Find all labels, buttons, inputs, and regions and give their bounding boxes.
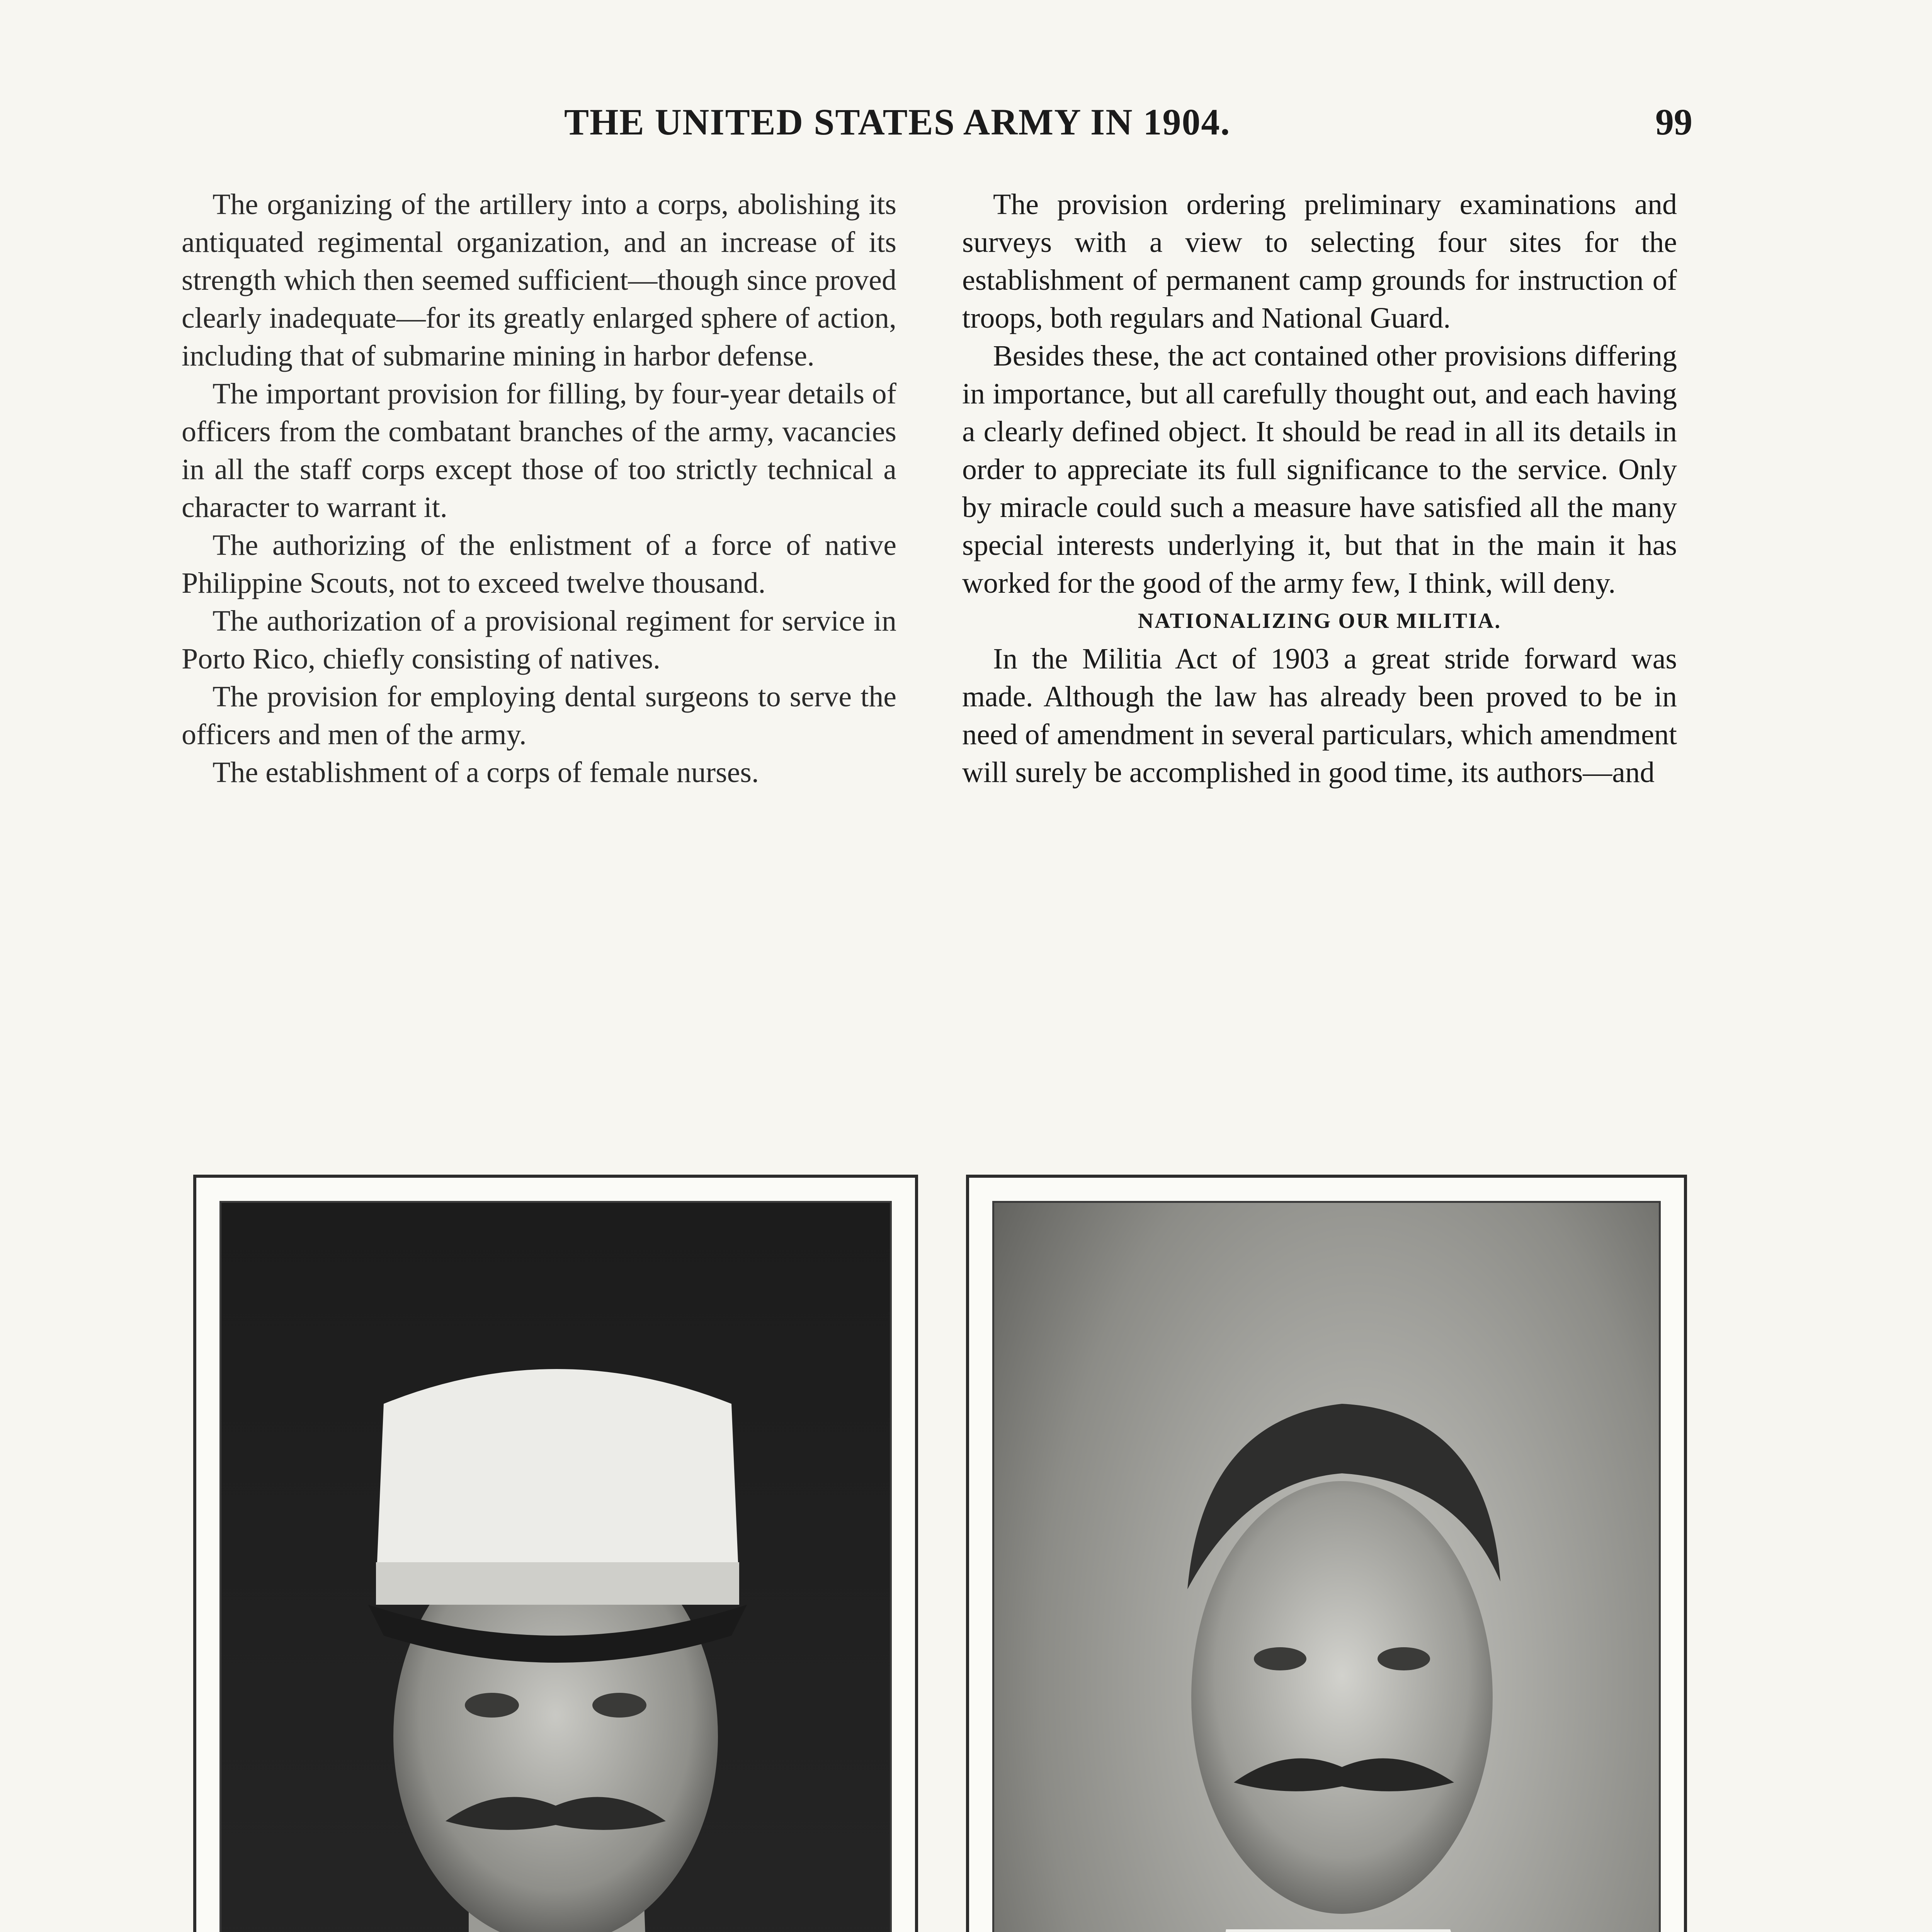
portrait-photo-humphrey: [219, 1201, 892, 1932]
paragraph: The provision for employing dental surgeons to serve the officers and men of the army.: [182, 680, 896, 751]
section-heading: NATIONALIZING OUR MILITIA.: [1138, 609, 1502, 633]
running-title: THE UNITED STATES ARMY IN 1904.: [564, 101, 1231, 143]
paragraph: The organizing of the artillery into a corps, abolishing its antiquated regimental organization, and an increase of its strength which then seemed sufficient—though since proved clearly inadequate—for its greatly enlarged sphere of action, including that of submarine mining in harbor defense.: [182, 188, 896, 372]
paragraph: The authorization of a provisional regiment for service in Porto Rico, chiefly consisting of natives.: [182, 605, 896, 675]
paragraph: The important provision for filling, by four-year details of officers from the combatant branches of the army, vacancies in all the staff corps except those of too strictly technical a character to warrant it.: [182, 378, 896, 524]
page-number: 99: [1655, 101, 1692, 143]
paragraph: The authorizing of the enlistment of a force of native Philippine Scouts, not to exceed twelve thousand.: [182, 529, 896, 599]
paragraph: Besides these, the act contained other provisions differing in importance, but all carefully thought out, and each having a clearly defined object. It should be read in all its details in order to appreciate its full significance to the service. Only by miracle could such a measure have satisfied all the many special interests underlying it, but that in the main it has worked for the good of the army few, I think, will deny.: [962, 340, 1677, 599]
paragraph: The provision ordering preliminary examinations and surveys with a view to selecting four sites for the establishment of permanent camp grounds for instruction of troops, both regulars and National Guard.: [962, 188, 1677, 334]
portrait-frame-crozier: [966, 1175, 1687, 1932]
page-header: [185, 100, 1692, 151]
paragraph: In the Militia Act of 1903 a great stride forward was made. Although the law has already been proved to be in need of amendment in several particulars, which amendment will surely be accomplished in good time, its authors—and: [962, 643, 1677, 789]
portrait-frame-humphrey: [193, 1175, 918, 1932]
right-text-column: [962, 185, 1677, 791]
paragraph: The establishment of a corps of female nurses.: [213, 756, 759, 789]
portrait-photo-crozier: [992, 1201, 1661, 1932]
left-text-column: [182, 185, 896, 791]
